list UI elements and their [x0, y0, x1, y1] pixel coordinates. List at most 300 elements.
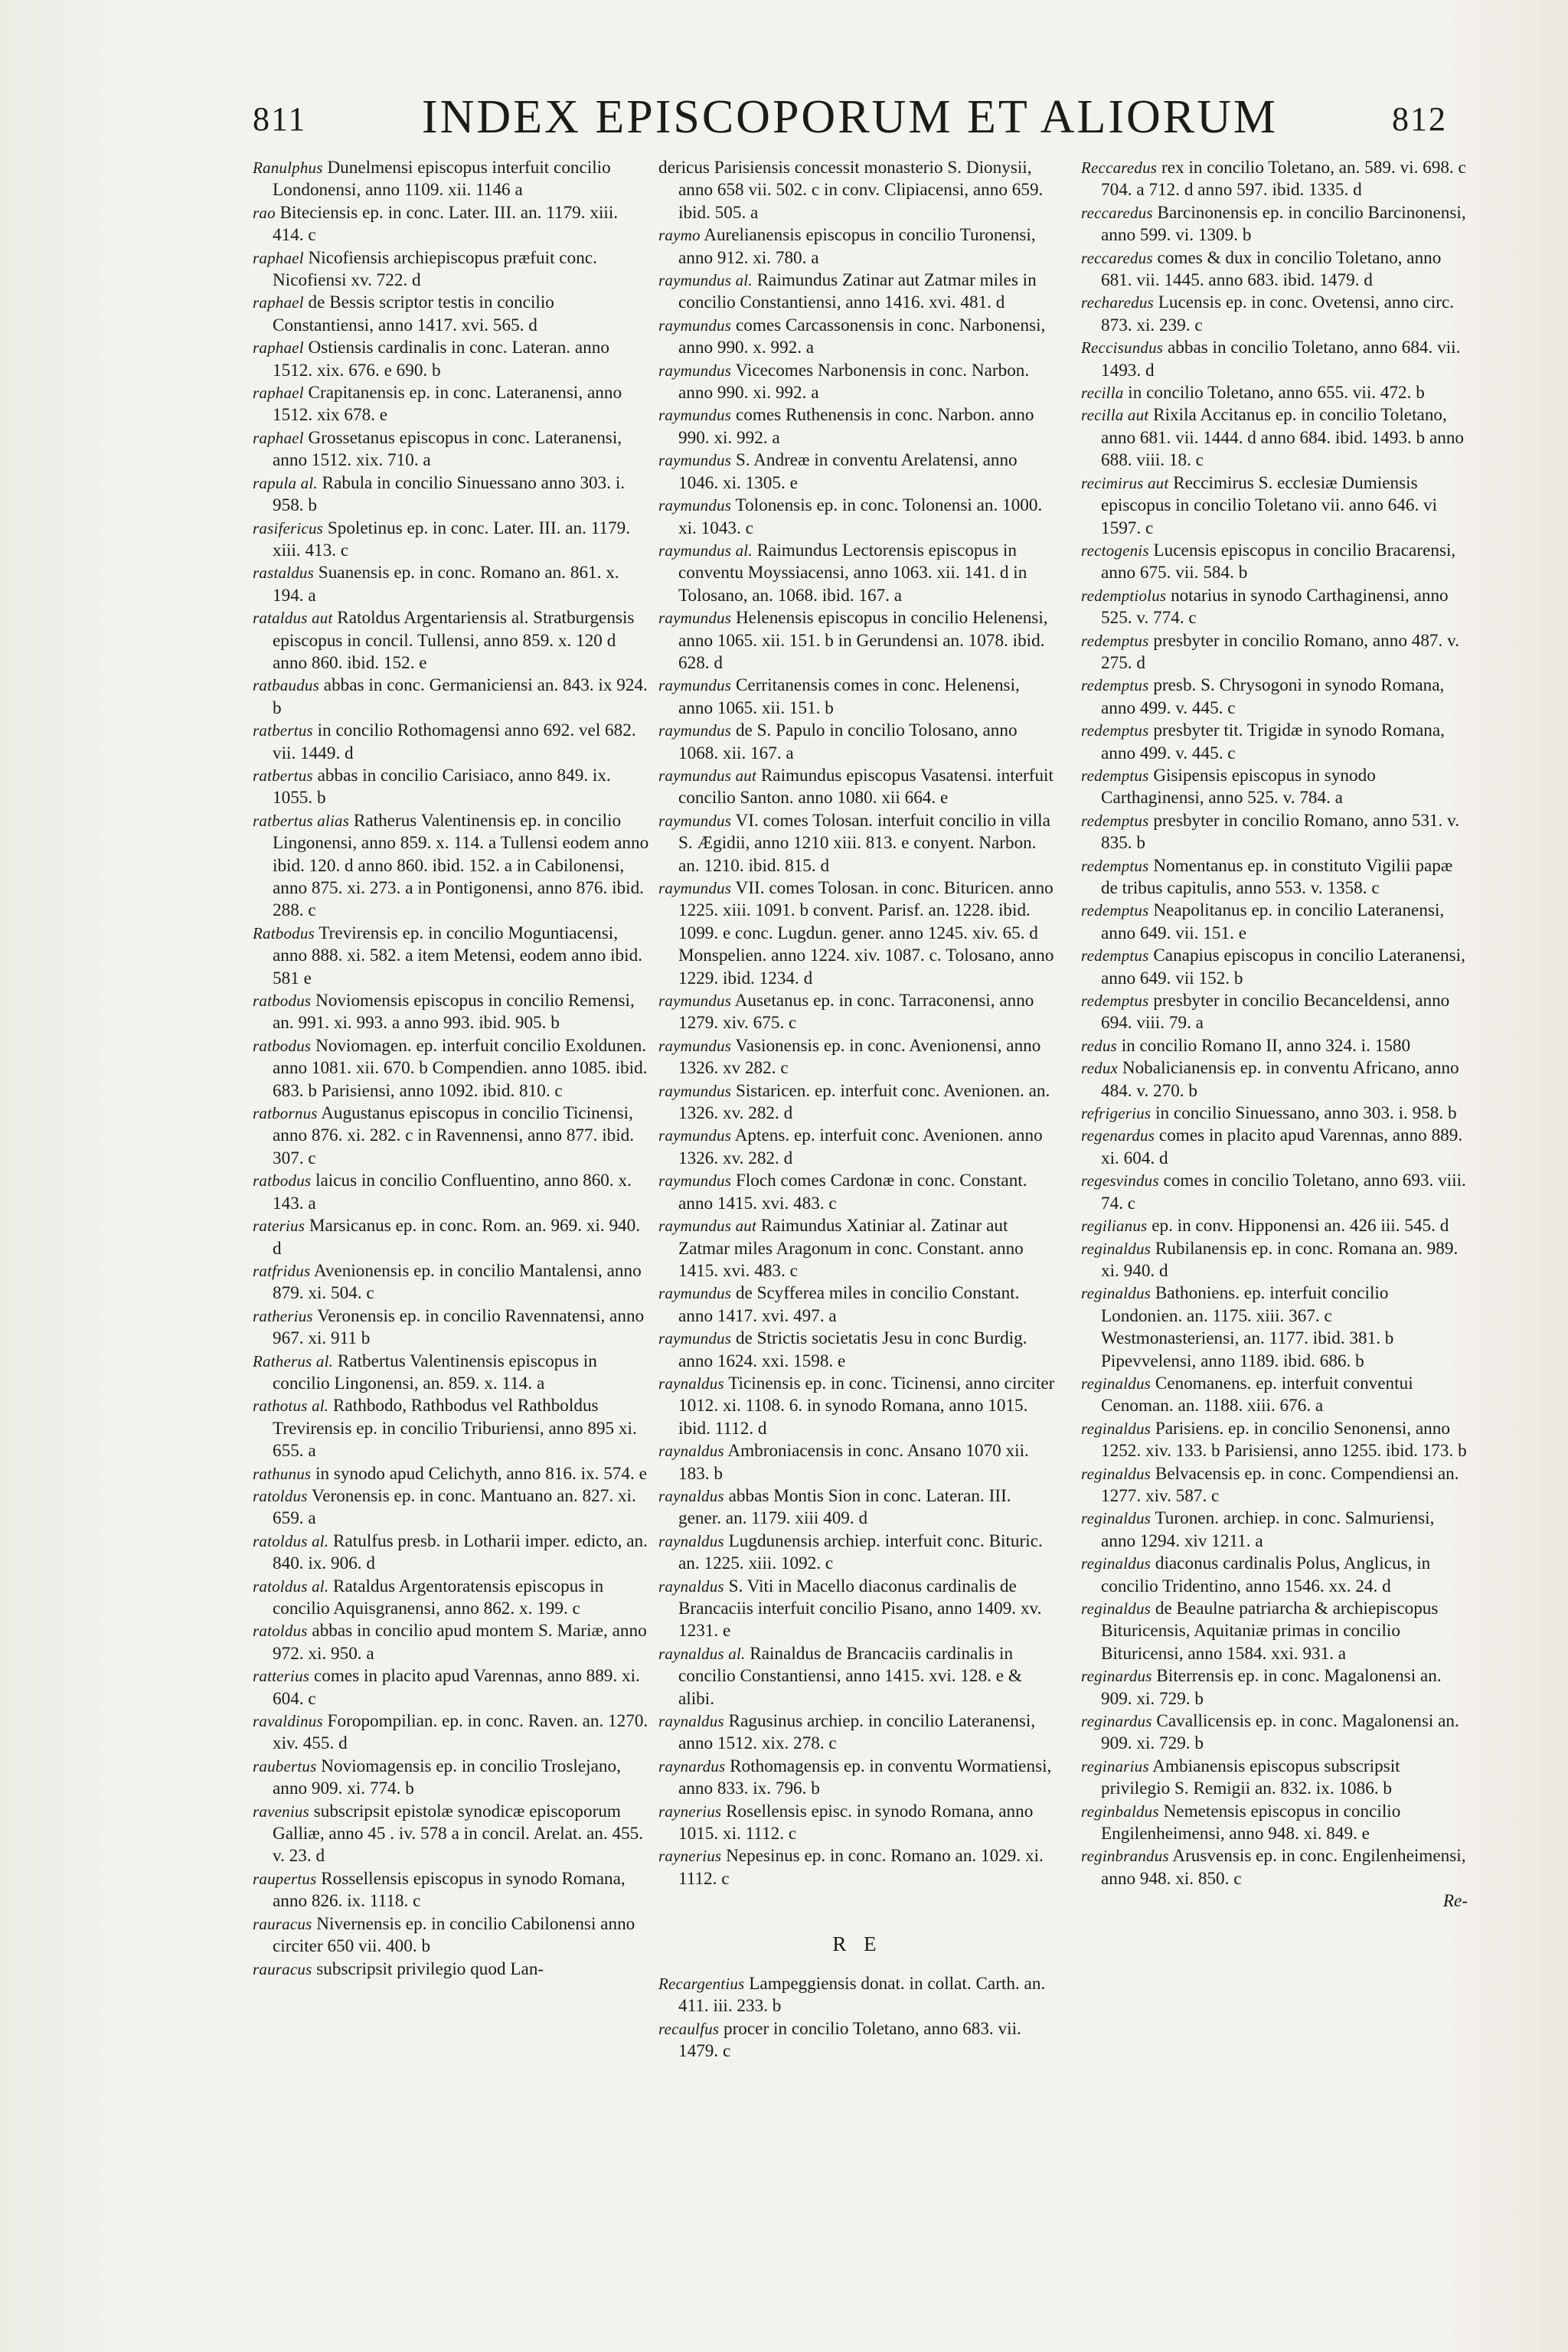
entry-text: presbyter tit. Trigidæ in synodo Romana, anno 499. v. 445. c — [1101, 720, 1445, 763]
entry-text: Foropompilian. ep. in conc. Raven. an. 1270. xiv. 455. d — [273, 1711, 648, 1754]
entry-headword: ratbodus — [253, 1171, 312, 1191]
index-entry — [1081, 202, 1468, 247]
index-entry — [253, 923, 651, 990]
index-entry — [253, 1395, 651, 1462]
entry-headword: Reccaredus — [1081, 158, 1158, 177]
entry-text: Cavallicensis ep. in conc. Magalonensi an. 909. xi. 729. b — [1101, 1711, 1459, 1754]
entry-text: Parisiens. ep. in concilio Senonensi, anno 1252. xiv. 133. b Parisiensi, anno 1255. ibid. 173. b — [1101, 1418, 1467, 1462]
entry-text: Vasionensis ep. in conc. Avenionensi, anno 1326. xv 282. c — [678, 1035, 1041, 1079]
entry-headword: ratbodus — [253, 1036, 312, 1055]
entry-text: Crapitanensis ep. in conc. Lateranensi, anno 1512. xix 678. e — [273, 383, 622, 426]
entry-text: Augustanus episcopus in concilio Ticinensi, anno 876. xi. 282. c in Ravennensi, anno 877. ibid. 307. c — [273, 1103, 635, 1168]
index-entry — [253, 337, 651, 382]
entry-headword: rapula al. — [253, 473, 318, 492]
entry-text: Ragusinus archiep. in concilio Lateranensi, anno 1512. xix. 278. c — [678, 1711, 1036, 1754]
entry-headword: rauracus — [253, 1914, 312, 1933]
entry-headword: recaulfus — [658, 2019, 720, 2038]
entry-headword: raphael — [253, 293, 304, 312]
entry-headword: regesvindus — [1081, 1171, 1159, 1191]
entry-text: Suanensis ep. in conc. Romano an. 861. x. 194. a — [273, 563, 619, 606]
entry-text: Nomentanus ep. in constituto Vigilii papæ de tribus capitulis, anno 553. v. 1358. c — [1101, 855, 1453, 898]
entry-headword: reginaldus — [1081, 1374, 1152, 1393]
entry-text: Lucensis ep. in conc. Ovetensi, anno circ. 873. xi. 239. c — [1101, 292, 1455, 335]
entry-headword: ratoldus al. — [253, 1531, 329, 1550]
index-entry — [658, 270, 1057, 315]
entry-headword: recharedus — [1081, 293, 1154, 312]
entry-headword: redemptus — [1081, 946, 1149, 965]
index-entry — [1081, 1508, 1468, 1553]
entry-text: de Bessis scriptor testis in concilio Constantiensi, anno 1417. xvi. 565. d — [273, 292, 554, 335]
index-entry — [253, 562, 651, 607]
entry-text: Rainaldus de Brancaciis cardinalis in concilio Constantiensi, anno 1415. xvi. 128. e & alibi. — [678, 1643, 1022, 1709]
index-entry — [658, 2018, 1057, 2063]
index-column-1 — [253, 157, 651, 1981]
index-entry — [1081, 382, 1468, 404]
entry-text: Lugdunensis archiep. interfuit conc. Bituric. an. 1225. xiii. 1092. c — [678, 1530, 1043, 1574]
index-entry — [1081, 1845, 1468, 1890]
entry-text: Raimundus Xatiniar al. Zatinar aut Zatmar miles Aragonum in conc. Constant. anno 1415. xvi. 483. c — [678, 1216, 1024, 1281]
entry-headword: raymundus — [658, 1036, 732, 1055]
index-entry — [1081, 1035, 1468, 1057]
index-entry — [658, 1801, 1057, 1846]
index-entry — [253, 202, 651, 247]
entry-headword: ratbornus — [253, 1104, 318, 1123]
index-entry — [253, 607, 651, 675]
entry-text: abbas Montis Sion in conc. Lateran. III. gener. an. 1179. xiii 409. d — [678, 1485, 1011, 1529]
entry-headword: rathotus al. — [253, 1396, 329, 1416]
entry-text: Nemetensis episcopus in concilio Engilenheimensi, anno 948. xi. 849. e — [1101, 1801, 1401, 1844]
index-entry — [253, 765, 651, 810]
index-entry — [253, 1710, 651, 1756]
entry-text: Lampeggiensis donat. in collat. Carth. an. 411. iii. 233. b — [678, 1973, 1046, 2017]
entry-text: Grossetanus episcopus in conc. Lateranensi, anno 1512. xix. 710. a — [273, 427, 622, 471]
index-entry — [1081, 472, 1468, 540]
entry-headword: redemptus — [1081, 631, 1149, 650]
index-entry — [1081, 404, 1468, 472]
index-entry — [658, 1440, 1057, 1485]
entry-text: Raimundus Lectorensis episcopus in conventu Moyssiacensi, anno 1063. xii. 141. d in Tolosano, an. 1068. ibid. 167. a — [678, 540, 1027, 606]
right-page-number: 812 — [1392, 100, 1447, 138]
entry-headword: Ratbodus — [253, 923, 315, 942]
entry-text: in concilio Sinuessano, anno 303. i. 958. b — [1155, 1103, 1457, 1124]
entry-headword: rao — [253, 203, 276, 222]
entry-text: comes Carcassonensis in conc. Narbonensi, anno 990. x. 992. a — [678, 315, 1046, 358]
index-entry — [253, 1576, 651, 1621]
entry-headword: regenardus — [1081, 1126, 1155, 1145]
entry-headword: raynerius — [658, 1847, 722, 1866]
entry-headword: raymundus — [658, 609, 732, 628]
index-entry — [253, 810, 651, 923]
index-entry — [658, 1845, 1057, 1890]
entry-headword: raymundus — [658, 1329, 732, 1348]
entry-headword: Ranulphus — [253, 158, 323, 177]
entry-headword: refrigerius — [1081, 1104, 1152, 1123]
entry-headword: raymundus — [658, 315, 732, 335]
entry-text: Belvacensis ep. in conc. Compendiensi an. 1277. xiv. 587. c — [1101, 1463, 1459, 1506]
index-entry — [658, 990, 1057, 1035]
index-entry — [1081, 1373, 1468, 1418]
entry-headword: raubertus — [253, 1756, 317, 1775]
entry-text: Barcinonensis ep. in concilio Barcinonensi, anno 599. vi. 1309. b — [1101, 202, 1466, 246]
index-entry — [1081, 1665, 1468, 1710]
entry-headword: reginbrandus — [1081, 1847, 1169, 1866]
entry-headword: raupertus — [253, 1869, 317, 1888]
entry-headword: redus — [1081, 1036, 1117, 1055]
entry-headword: recilla — [1081, 384, 1124, 403]
entry-headword: raymundus — [658, 361, 732, 380]
index-entry — [1081, 337, 1468, 382]
entry-text: Nepesinus ep. in conc. Romano an. 1029. xi. 1112. c — [678, 1846, 1044, 1889]
index-entry — [253, 1665, 651, 1710]
index-entry — [1081, 900, 1468, 945]
index-entry — [658, 1576, 1057, 1643]
entry-text: abbas in conc. Germaniciensi an. 843. ix 924. b — [273, 675, 648, 718]
index-entry — [253, 1102, 651, 1170]
entry-headword: reginaldus — [1081, 1419, 1152, 1438]
entry-text: comes in placito apud Varennas, anno 889. xi. 604. d — [1101, 1125, 1463, 1168]
index-entry — [1081, 157, 1468, 202]
entry-text: S. Viti in Macello diaconus cardinalis de Brancaciis interfuit concilio Pisano, anno 1409. xv. 1231. e — [678, 1576, 1042, 1642]
index-entry — [1081, 540, 1468, 585]
index-entry — [658, 1215, 1057, 1282]
entry-headword: rathunus — [253, 1464, 312, 1483]
entry-headword: rasifericus — [253, 518, 324, 537]
index-entry — [1081, 855, 1468, 900]
entry-headword: ravaldinus — [253, 1712, 323, 1731]
entry-text: Sistaricen. ep. interfuit conc. Avenionen. an. 1326. xv. 282. d — [678, 1080, 1050, 1124]
entry-text: procer in concilio Toletano, anno 683. vii. 1479. c — [678, 2018, 1021, 2061]
entry-text: presbyter in concilio Becanceldensi, anno 694. viii. 79. a — [1101, 991, 1450, 1034]
index-entry — [253, 1620, 651, 1665]
index-entry — [253, 1463, 651, 1485]
index-entry — [658, 1282, 1057, 1328]
index-entry — [658, 765, 1057, 810]
entry-text: ep. in conv. Hipponensi an. 426 iii. 545. d — [1152, 1216, 1449, 1236]
entry-headword: raymo — [658, 226, 701, 245]
entry-headword: rataldus aut — [253, 609, 333, 628]
entry-headword: raphael — [253, 338, 304, 358]
entry-text: Ostiensis cardinalis in conc. Lateran. anno 1512. xix. 676. e 690. b — [273, 338, 609, 381]
index-entry — [1081, 1418, 1468, 1463]
entry-text: de Scyfferea miles in concilio Constant. anno 1417. xvi. 497. a — [678, 1283, 1020, 1326]
index-entry — [1081, 1463, 1468, 1508]
index-entry — [1081, 1170, 1468, 1215]
index-entry — [1081, 1553, 1468, 1598]
entry-headword: ratbertus alias — [253, 811, 350, 830]
entry-headword: reginardus — [1081, 1712, 1152, 1731]
entry-headword: raymundus aut — [658, 1217, 757, 1236]
entry-text: Rataldus Argentoratensis episcopus in concilio Aquisgranensi, anno 862. x. 199. c — [273, 1576, 604, 1619]
index-entry — [658, 1485, 1057, 1530]
entry-headword: raynaldus — [658, 1531, 724, 1550]
index-entry — [1081, 1102, 1468, 1125]
entry-headword: raymundus — [658, 1171, 732, 1191]
entry-headword: raynardus — [658, 1756, 726, 1775]
page-title: INDEX EPISCOPORUM ET ALIORUM — [422, 91, 1278, 143]
entry-text: diaconus cardinalis Polus, Anglicus, in concilio Tridentino, anno 1546. xx. 24. d — [1101, 1553, 1431, 1596]
index-entry — [1081, 810, 1468, 855]
entry-headword: raymundus al. — [658, 271, 753, 290]
entry-headword: redemptus — [1081, 766, 1149, 785]
entry-text: Ausetanus ep. in conc. Tarraconensi, anno 1279. xiv. 675. c — [678, 991, 1034, 1034]
entry-text: Aurelianensis episcopus in concilio Turonensi, anno 912. xi. 780. a — [678, 225, 1036, 268]
index-entry — [1081, 1598, 1468, 1665]
entry-text: Nivernensis ep. in concilio Cabilonensi anno circiter 650 vii. 400. b — [273, 1913, 635, 1957]
entry-text: Noviomensis episcopus in concilio Remensi, an. 991. xi. 993. a anno 993. ibid. 905. b — [273, 991, 635, 1034]
index-column-2 — [658, 157, 1057, 2063]
entry-headword: ratfridus — [253, 1261, 311, 1280]
entry-headword: raynaldus — [658, 1486, 724, 1505]
index-entry — [1081, 1215, 1468, 1237]
entry-text: VI. comes Tolosan. interfuit concilio in villa S. Ægidii, anno 1210 xiii. 813. e conyent. Narbon. an. 1210. ibid. 815. d — [678, 810, 1050, 876]
index-entry — [658, 315, 1057, 360]
entry-text: de Beaulne patriarcha & archiepiscopus Bituricensis, Aquitaniæ primas in concilio Bituricensi, anno 1584. xxi. 931. a — [1101, 1599, 1439, 1664]
entry-headword: reginaldus — [1081, 1284, 1152, 1303]
index-entry — [658, 877, 1057, 990]
entry-text: Veronensis ep. in conc. Mantuano an. 827. xi. 659. a — [273, 1485, 636, 1529]
index-entry — [1081, 247, 1468, 292]
entry-headword: redemptus — [1081, 811, 1149, 830]
entry-text: Noviomagensis ep. in concilio Troslejano, anno 909. xi. 774. b — [273, 1756, 621, 1799]
entry-headword: reginardus — [1081, 1667, 1152, 1686]
entry-text: Rabula in concilio Sinuessano anno 303. i. 958. b — [273, 472, 626, 516]
entry-text: abbas in concilio apud montem S. Mariæ, anno 972. xi. 950. a — [273, 1621, 647, 1664]
entry-headword: raymundus — [658, 496, 732, 515]
entry-headword: raymundus — [658, 676, 732, 695]
index-entry — [658, 449, 1057, 495]
index-entry — [253, 720, 651, 765]
index-entry — [658, 540, 1057, 607]
entry-text: Turonen. archiep. in conc. Salmuriensi, anno 1294. xiv 1211. a — [1101, 1508, 1435, 1551]
entry-headword: ratbertus — [253, 721, 313, 740]
entry-headword: raymundus — [658, 991, 732, 1011]
entry-headword: raymundus — [658, 721, 732, 740]
entry-text: Helenensis episcopus in concilio Helenensi, anno 1065. xii. 151. b in Gerundensi an. 1078. ibid. 628. d — [678, 608, 1048, 673]
index-entry — [658, 1530, 1057, 1576]
entry-headword: ratterius — [253, 1667, 310, 1686]
entry-text: Neapolitanus ep. in concilio Lateranensi, anno 649. vii. 151. e — [1101, 900, 1445, 943]
entry-text: abbas in concilio Carisiaco, anno 849. ix. 1055. b — [273, 765, 611, 808]
entry-headword: recilla aut — [1081, 406, 1149, 425]
entry-text: S. Andreæ in conventu Arelatensi, anno 1046. xi. 1305. e — [678, 450, 1018, 493]
index-entry — [253, 1913, 651, 1958]
index-entry — [658, 1973, 1057, 2018]
entry-text: Rubilanensis ep. in conc. Romana an. 989. xi. 940. d — [1101, 1238, 1459, 1281]
index-entry — [1081, 1801, 1468, 1846]
index-entry — [658, 1125, 1057, 1170]
entry-text: Ambroniacensis in conc. Ansano 1070 xii. 183. b — [678, 1441, 1029, 1484]
entry-text: Veronensis ep. in concilio Ravennatensi, anno 967. xi. 911 b — [273, 1305, 645, 1349]
entry-headword: ratoldus — [253, 1486, 308, 1505]
index-entry — [1081, 720, 1468, 765]
entry-text: VII. comes Tolosan. in conc. Bituricen. anno 1225. xiii. 1091. b convent. Parisf. an. 1228. ibid. 1099. e conc. Lugdun. gener. anno 1245. xiv. 65. d Monspelien. anno 1224. xiv. 1087. c. Tolosano, anno 1229. ibid. 1234. d — [678, 878, 1054, 988]
entry-headword: reginbaldus — [1081, 1802, 1159, 1821]
index-entry — [658, 1080, 1057, 1125]
entry-text: Biteciensis ep. in conc. Later. III. an. 1179. xiii. 414. c — [273, 202, 619, 246]
entry-text: Floch comes Cardonæ in conc. Constant. anno 1415. xvi. 483. c — [678, 1171, 1027, 1214]
entry-headword: Recargentius — [658, 1974, 745, 1993]
index-entry — [253, 1035, 651, 1102]
index-entry — [253, 1215, 651, 1260]
entry-text: comes in placito apud Varennas, anno 889. xi. 604. c — [273, 1666, 640, 1709]
entry-text: comes & dux in concilio Toletano, anno 681. vii. 1445. anno 683. ibid. 1479. d — [1101, 247, 1442, 291]
entry-text: in concilio Rothomagensi anno 692. vel 682. vii. 1449. d — [273, 720, 636, 763]
entry-text: Rossellensis episcopus in synodo Romana, anno 826. ix. 1118. c — [273, 1868, 626, 1912]
entry-text: Nicofiensis archiepiscopus præfuit conc. Nicofiensi xv. 722. d — [273, 247, 597, 291]
entry-text: Ticinensis ep. in conc. Ticinensi, anno circiter 1012. xi. 1108. 6. in synodo Romana, anno 1015. ibid. 1112. d — [678, 1373, 1055, 1439]
entry-text: subscripsit privilegio quod Lan- — [316, 1958, 544, 1979]
entry-headword: raymundus al. — [658, 541, 753, 560]
entry-headword: raymundus — [658, 1126, 732, 1145]
entry-text: presbyter in concilio Romano, anno 531. v. 835. b — [1101, 810, 1460, 854]
entry-headword: ratoldus al. — [253, 1576, 329, 1596]
entry-headword: ratoldus — [253, 1622, 308, 1641]
entry-text: Marsicanus ep. in conc. Rom. an. 969. xi. 940. d — [273, 1216, 641, 1259]
entry-headword: raymundus aut — [658, 766, 757, 785]
entry-headword: reginaldus — [1081, 1464, 1152, 1483]
entry-text: Canapius episcopus in concilio Lateranensi, anno 649. vii 152. b — [1101, 946, 1465, 988]
index-entry — [1081, 630, 1468, 675]
index-entry — [1081, 945, 1468, 990]
index-entry — [253, 427, 651, 472]
index-entry — [658, 157, 1057, 224]
entry-text: Cerritanensis comes in conc. Helenensi, anno 1065. xii. 151. b — [678, 675, 1020, 718]
entry-headword: redemptus — [1081, 856, 1149, 875]
entry-text: Ratulfus presb. in Lotharii imper. edicto, an. 840. ix. 906. d — [273, 1530, 648, 1574]
entry-text: in concilio Toletano, anno 655. vii. 472. b — [1128, 383, 1425, 403]
index-entry — [253, 472, 651, 518]
entry-headword: raphael — [253, 428, 304, 447]
entry-headword: raymundus — [658, 406, 732, 425]
index-entry — [1081, 765, 1468, 810]
entry-text: Lucensis episcopus in concilio Bracarensi, anno 675. vii. 584. b — [1101, 540, 1456, 583]
catchword: Re- — [1442, 1891, 1468, 1912]
entry-text: presb. S. Chrysogoni in synodo Romana, anno 499. v. 445. c — [1101, 675, 1445, 718]
entry-text: Avenionensis ep. in concilio Mantalensi, anno 879. xi. 504. c — [273, 1260, 642, 1304]
entry-text: in synodo apud Celichyth, anno 816. ix. 574. e — [315, 1463, 647, 1484]
entry-text: Rosellensis episc. in synodo Romana, anno 1015. xi. 1112. c — [678, 1801, 1034, 1844]
index-entry — [253, 518, 651, 563]
entry-text: Ratbertus Valentinensis episcopus in concilio Lingonensi, an. 859. x. 114. a — [273, 1351, 597, 1393]
entry-headword: raymundus — [658, 451, 732, 470]
entry-headword: raymundus — [658, 879, 732, 897]
index-entry — [253, 1305, 651, 1351]
index-entry — [658, 224, 1057, 270]
index-entry — [253, 1756, 651, 1801]
entry-headword: reginarius — [1081, 1756, 1149, 1775]
index-entry — [253, 1170, 651, 1215]
entry-headword: raphael — [253, 248, 304, 267]
entry-text: Nobalicianensis ep. in conventu Africano, anno 484. v. 270. b — [1101, 1058, 1459, 1101]
entry-text: dericus Parisiensis concessit monasterio S. Dionysii, anno 658 vii. 502. c in conv. Clipiacensi, anno 659. ibid. 505. a — [658, 158, 1044, 223]
entry-text: Noviomagen. ep. interfuit concilio Exoldunen. anno 1081. xii. 670. b Compendien. anno 1085. ibid. 683. b Parisiensi, anno 1092. ibid. 810. c — [273, 1035, 648, 1101]
entry-headword: raynaldus — [658, 1374, 724, 1393]
entry-headword: raterius — [253, 1217, 305, 1236]
index-entry — [253, 675, 651, 720]
entry-headword: redemptus — [1081, 901, 1149, 920]
entry-text: Rothomagensis ep. in conventu Wormatiensi, anno 833. ix. 796. b — [678, 1756, 1052, 1799]
entry-text: Tolonensis ep. in conc. Tolonensi an. 1000. xi. 1043. c — [678, 495, 1043, 538]
entry-headword: reginaldus — [1081, 1509, 1152, 1528]
entry-headword: raphael — [253, 384, 304, 403]
entry-headword: rauracus — [253, 1959, 312, 1978]
index-entry — [253, 1260, 651, 1305]
index-entry — [253, 1868, 651, 1913]
entry-headword: raynerius — [658, 1802, 722, 1821]
left-page-number: 811 — [253, 100, 307, 138]
entry-headword: raynaldus — [658, 1576, 724, 1596]
index-entry — [1081, 1057, 1468, 1102]
index-entry — [1081, 1125, 1468, 1170]
entry-headword: redux — [1081, 1059, 1119, 1078]
entry-text: comes Ruthenensis in conc. Narbon. anno 990. xi. 992. a — [678, 405, 1034, 448]
index-entry — [1081, 990, 1468, 1035]
index-entry — [658, 1710, 1057, 1756]
entry-headword: redemptus — [1081, 721, 1149, 740]
entry-text: Ratoldus Argentariensis al. Stratburgensis episcopus in concil. Tullensi, anno 859. x. 120 d anno 860. ibid. 152. e — [273, 608, 635, 673]
index-entry — [658, 1756, 1057, 1801]
index-entry — [1081, 1756, 1468, 1801]
index-entry — [1081, 292, 1468, 337]
entry-text: de Strictis societatis Jesu in conc Burdig. anno 1624. xxi. 1598. e — [678, 1328, 1027, 1371]
entry-text: Rixila Accitanus ep. in concilio Toletano, anno 681. vii. 1444. d anno 684. ibid. 1493. b anno 688. viii. 18. c — [1101, 405, 1465, 471]
entry-headword: raynaldus — [658, 1712, 724, 1731]
index-entry — [658, 1328, 1057, 1373]
index-entry — [658, 810, 1057, 877]
index-entry — [658, 1643, 1057, 1710]
entry-headword: reginaldus — [1081, 1599, 1152, 1618]
entry-text: abbas in concilio Toletano, anno 684. vii. 1493. d — [1101, 338, 1461, 381]
index-entry — [253, 292, 651, 337]
index-entry — [253, 1958, 651, 1981]
entry-text: Raimundus episcopus Vasatensi. interfuit concilio Santon. anno 1080. xii 664. e — [678, 765, 1054, 808]
entry-headword: raymundus — [658, 1081, 732, 1100]
index-entry — [658, 495, 1057, 540]
entry-text: subscripsit epistolæ synodicæ episcoporum Galliæ, anno 45 . iv. 578 a in concil. Arelat. an. 455. v. 23. d — [273, 1801, 644, 1867]
index-entry — [253, 157, 651, 202]
index-entry — [1081, 1282, 1468, 1373]
entry-text: Aptens. ep. interfuit conc. Avenionen. anno 1326. xv. 282. d — [678, 1125, 1043, 1168]
index-entry — [253, 247, 651, 292]
entry-headword: ravenius — [253, 1802, 309, 1821]
index-entry — [253, 990, 651, 1035]
entry-headword: ratbaudus — [253, 676, 319, 695]
entry-headword: reginaldus — [1081, 1239, 1152, 1258]
entry-text: Cenomanens. ep. interfuit conventui Cenoman. an. 1188. xiii. 676. a — [1101, 1373, 1413, 1416]
section-heading: R E — [832, 1932, 883, 1956]
index-entry — [658, 675, 1057, 720]
entry-headword: reccaredus — [1081, 203, 1153, 222]
entry-text: Dunelmensi episcopus interfuit concilio Londonensi, anno 1109. xii. 1146 a — [273, 158, 611, 201]
index-entry — [658, 404, 1057, 449]
index-entry — [658, 720, 1057, 765]
index-entry — [253, 1530, 651, 1576]
entry-text: Ratherus Valentinensis ep. in concilio Lingonensi, anno 859. x. 114. a Tullensi eodem anno ibid. 120. d anno 860. ibid. 152. a in Cabilonensi, anno 875. xi. 273. a in Pontigonensi, anno 876. ibid. 288. c — [273, 810, 649, 921]
entry-text: Vicecomes Narbonensis in conc. Narbon. anno 990. xi. 992. a — [678, 360, 1030, 403]
index-entry — [658, 360, 1057, 405]
entry-headword: rectogenis — [1081, 541, 1149, 560]
index-entry — [658, 1170, 1057, 1215]
entry-headword: raymundus — [658, 1284, 732, 1303]
entry-text: presbyter in concilio Romano, anno 487. v. 275. d — [1101, 630, 1460, 673]
entry-text: Ambianensis episcopus subscripsit privilegio S. Remigii an. 832. ix. 1086. b — [1101, 1756, 1400, 1799]
entry-text: de S. Papulo in concilio Tolosano, anno 1068. xii. 167. a — [678, 720, 1018, 763]
entry-headword: raynaldus al. — [658, 1644, 746, 1663]
entry-headword: redemptus — [1081, 991, 1149, 1011]
entry-headword: rastaldus — [253, 564, 314, 583]
entry-headword: Reccisundus — [1081, 338, 1164, 358]
entry-text: Raimundus Zatinar aut Zatmar miles in concilio Constantiensi, anno 1416. xvi. 481. d — [678, 270, 1037, 313]
